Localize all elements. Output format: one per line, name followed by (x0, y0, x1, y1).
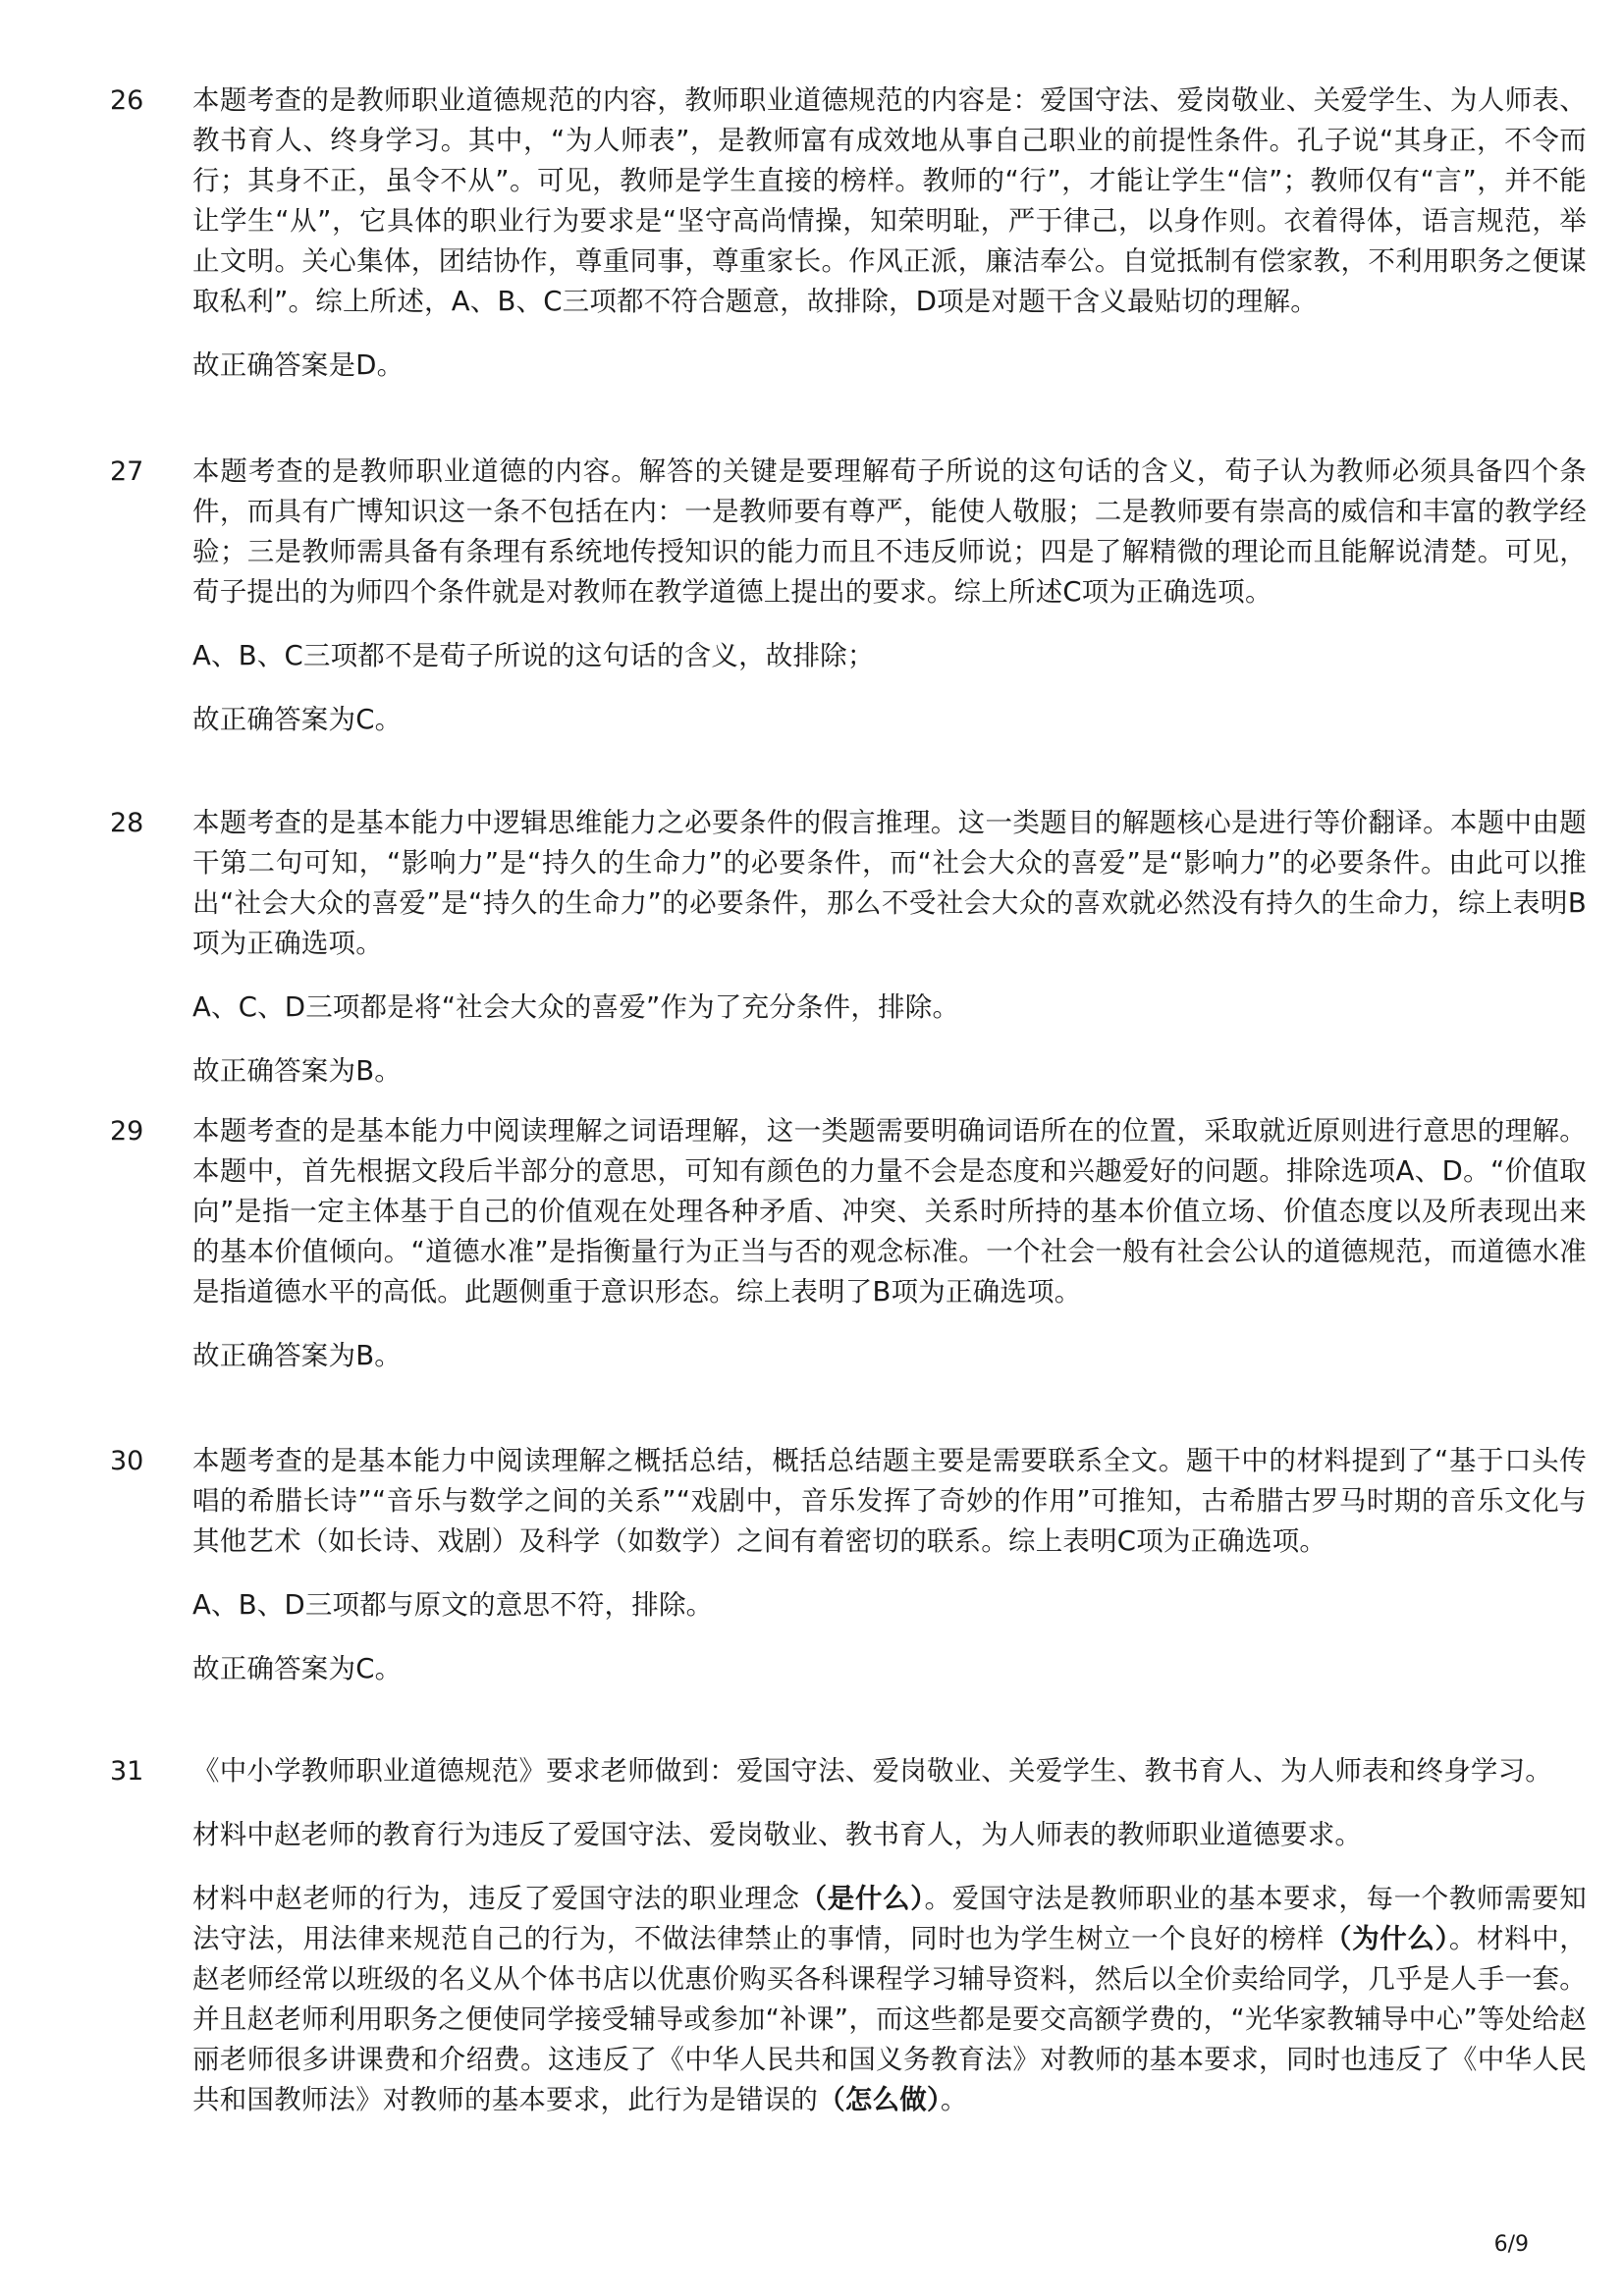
explanation-paragraph: 本题考查的是教师职业道德的内容。解答的关键是要理解荀子所说的这句话的含义，荀子认为教师必须具备四个条件，而具有广博知识这一条不包括在内：一是教师要有尊严，能使人敬服；二是教师要有崇高的威信和丰富的教学经验；三是教师需具备有条理有系统地传授知识的能力而且不违反师说；四是了解精微的理论而且能解说清楚。可见，荀子提出的为师四个条件就是对教师在教学道德上提出的要求。综上所述C项为正确选项。 (192, 455, 1587, 608)
analysis-paragraph: 材料中赵老师的教育行为违反了爱国守法、爱岗敬业、教书育人，为人师表的教师职业道德要求。 (192, 1819, 1363, 1850)
elimination-paragraph: A、C、D三项都是将“社会大众的喜爱”作为了充分条件，排除。 (192, 991, 960, 1023)
question-number: 29 (110, 1116, 144, 1147)
answer-line: 故正确答案是D。 (192, 349, 405, 381)
question-number: 31 (110, 1756, 144, 1787)
page-number: 6/9 (1493, 2232, 1529, 2257)
question-number: 30 (110, 1446, 144, 1476)
answer-line: 故正确答案为C。 (192, 704, 403, 735)
bold-marker-what: （是什么） (799, 1883, 925, 1914)
answer-line: 故正确答案为B。 (192, 1340, 402, 1371)
answer-line: 故正确答案为C。 (192, 1653, 403, 1684)
text-segment: 。爱国守法是教师职业的基本要求，每一个教师需要知法守法，用法律来规范自己的行为，不做法律禁止的事情，同时也为学生树立一个良好的榜样 (192, 1883, 1587, 1954)
text-segment: 。材料中，赵老师经常以班级的名义从个体书店以优惠价购买各科课程学习辅导资料，然后以全价卖给同学，几乎是人手一套。并且赵老师利用职务之便使同学接受辅导或参加“补课”，而这些都是要交高额学费的，“光华家教辅导中心”等处给赵丽老师很多讲课费和介绍费。这违反了《中华人民共和国义务教育法》对教师的基本要求，同时也违反了《中华人民共和国教师法》对教师的基本要求，此行为是错误的 (192, 1923, 1588, 2115)
text-segment: 材料中赵老师的行为，违反了爱国守法的职业理念 (192, 1883, 800, 1914)
elimination-paragraph: A、B、D三项都与原文的意思不符，排除。 (192, 1589, 714, 1621)
bold-marker-how: （怎么做） (818, 2084, 941, 2115)
explanation-paragraph: 本题考查的是基本能力中阅读理解之概括总结，概括总结题主要是需要联系全文。题干中的材料提到了“基于口头传唱的希腊长诗”“音乐与数学之间的关系”“戏剧中，音乐发挥了奇妙的作用”可推知，古希腊古罗马时期的音乐文化与其他艺术（如长诗、戏剧）及科学（如数学）之间有着密切的联系。综上表明C项为正确选项。 (192, 1445, 1587, 1557)
question-number: 28 (110, 808, 144, 838)
explanation-paragraph: 本题考查的是基本能力中逻辑思维能力之必要条件的假言推理。这一类题目的解题核心是进行等价翻译。本题中由题干第二句可知，“影响力”是“持久的生命力”的必要条件，而“社会大众的喜爱”是“影响力”的必要条件。由此可以推出“社会大众的喜爱”是“持久的生命力”的必要条件，那么不受社会大众的喜欢就必然没有持久的生命力，综上表明B项为正确选项。 (192, 807, 1587, 959)
bold-marker-why: （为什么） (1324, 1923, 1449, 1954)
explanation-paragraph: 本题考查的是教师职业道德规范的内容，教师职业道德规范的内容是：爱国守法、爱岗敬业、关爱学生、为人师表、教书育人、终身学习。其中，“为人师表”，是教师富有成效地从事自己职业的前提性条件。孔子说“其身正，不令而行；其身不正，虽令不从”。可见，教师是学生直接的榜样。教师的“行”，才能让学生“信”；教师仅有“言”，并不能让学生“从”，它具体的职业行为要求是“坚守高尚情操，知荣明耻，严于律己，以身作则。衣着得体，语言规范，举止文明。关心集体，团结协作，尊重同事，尊重家长。作风正派，廉洁奉公。自觉抵制有偿家教，不利用职务之便谋取私利”。综上所述，A、B、C三项都不符合题意，故排除，D项是对题干含义最贴切的理解。 (192, 84, 1587, 317)
explanation-paragraph: 本题考查的是基本能力中阅读理解之词语理解，这一类题需要明确词语所在的位置，采取就近原则进行意思的理解。本题中，首先根据文段后半部分的意思，可知有颜色的力量不会是态度和兴趣爱好的问题。排除选项A、D。“价值取向”是指一定主体基于自己的价值观在处理各种矛盾、冲突、关系时所持的基本价值立场、价值态度以及所表现出来的基本价值倾向。“道德水准”是指衡量行为正当与否的观念标准。一个社会一般有社会公认的道德规范，而道德水准是指道德水平的高低。此题侧重于意识形态。综上表明了B项为正确选项。 (192, 1115, 1587, 1308)
elimination-paragraph: A、B、C三项都不是荀子所说的这句话的含义，故排除； (192, 640, 875, 671)
explanation-paragraph: 《中小学教师职业道德规范》要求老师做到：爱国守法、爱岗敬业、关爱学生、教书育人、为人师表和终身学习。 (192, 1755, 1552, 1787)
text-segment: 。 (940, 2084, 968, 2115)
answer-line: 故正确答案为B。 (192, 1055, 402, 1087)
question-number: 26 (110, 85, 144, 116)
rich-analysis-paragraph (192, 1879, 1587, 2120)
question-number: 27 (110, 456, 144, 487)
